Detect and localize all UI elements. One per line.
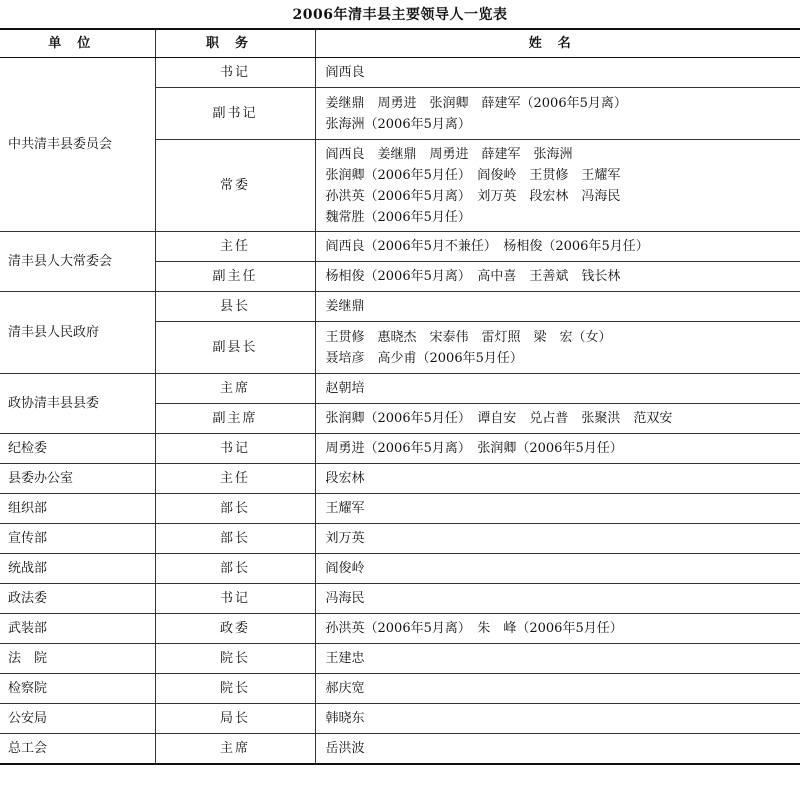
name-line: 张润卿（2006年5月任） 谭自安 兑占普 张聚洪 范双安 (325, 411, 673, 426)
name-line: 杨相俊（2006年5月离） 高中喜 王善斌 钱长林 (325, 269, 621, 284)
unit-cell: 清丰县人民政府 (0, 292, 155, 374)
name-line: 阎西良 姜继鼎 周勇进 薛建军 张海洲 (325, 146, 573, 162)
post-cell: 主席 (155, 374, 315, 404)
table-row (0, 292, 800, 322)
name-cell (315, 292, 800, 322)
table-row (0, 674, 800, 704)
name-line: 孙洪英（2006年5月离） 刘万英 段宏林 冯海民 (325, 188, 621, 204)
post-cell: 副县长 (155, 322, 315, 374)
unit-cell: 清丰县人大常委会 (0, 232, 155, 292)
post-cell: 副主席 (155, 404, 315, 434)
post-cell: 书记 (155, 434, 315, 464)
table-row (0, 464, 800, 494)
table-row (0, 734, 800, 765)
post-cell: 主任 (155, 232, 315, 262)
name-cell (315, 262, 800, 292)
table-row (0, 584, 800, 614)
post-cell: 部长 (155, 524, 315, 554)
name-line: 孙洪英（2006年5月离） 朱 峰（2006年5月任） (325, 621, 623, 636)
post-cell: 副主任 (155, 262, 315, 292)
name-cell (315, 644, 800, 674)
name-cell (315, 374, 800, 404)
header-post: 职务 (155, 29, 315, 58)
name-line: 阎西良 (325, 65, 365, 80)
post-cell: 主任 (155, 464, 315, 494)
unit-cell: 政法委 (0, 584, 155, 614)
table-row (0, 434, 800, 464)
name-cell (315, 140, 800, 232)
name-line: 段宏林 (325, 471, 365, 486)
name-cell (315, 464, 800, 494)
table-row (0, 494, 800, 524)
post-cell: 书记 (155, 58, 315, 88)
unit-cell: 总工会 (0, 734, 155, 765)
unit-cell: 政协清丰县县委 (0, 374, 155, 434)
post-cell: 局长 (155, 704, 315, 734)
table-header-row (0, 29, 800, 58)
table-row (0, 644, 800, 674)
page-title: 2006年清丰县主要领导人一览表 (292, 7, 508, 23)
name-cell (315, 734, 800, 765)
table-row (0, 704, 800, 734)
table-row (0, 374, 800, 404)
name-cell (315, 404, 800, 434)
unit-cell: 县委办公室 (0, 464, 155, 494)
name-cell (315, 434, 800, 464)
table-row (0, 524, 800, 554)
post-cell: 书记 (155, 584, 315, 614)
name-cell (315, 614, 800, 644)
unit-cell: 武装部 (0, 614, 155, 644)
name-line: 郝庆宽 (325, 681, 365, 696)
name-cell (315, 232, 800, 262)
post-cell: 常委 (155, 140, 315, 232)
name-cell (315, 674, 800, 704)
name-line: 姜继鼎 周勇进 张润卿 薛建军（2006年5月离） (325, 95, 627, 111)
name-cell (315, 88, 800, 140)
name-cell (315, 58, 800, 88)
name-line: 张润卿（2006年5月任） 阎俊岭 王贯修 王耀军 (325, 167, 621, 183)
name-line: 岳洪波 (325, 741, 365, 756)
post-cell: 部长 (155, 554, 315, 584)
table-row (0, 614, 800, 644)
name-cell (315, 584, 800, 614)
name-line: 刘万英 (325, 531, 365, 546)
name-line: 阎俊岭 (325, 561, 365, 576)
post-cell: 部长 (155, 494, 315, 524)
header-name: 姓名 (315, 29, 800, 58)
unit-cell: 检察院 (0, 674, 155, 704)
name-line: 冯海民 (325, 591, 365, 606)
name-cell (315, 494, 800, 524)
post-cell: 政委 (155, 614, 315, 644)
post-cell: 院长 (155, 674, 315, 704)
name-line: 聂培彦 高少甫（2006年5月任） (325, 350, 523, 366)
unit-cell: 中共清丰县委员会 (0, 58, 155, 232)
unit-cell: 宣传部 (0, 524, 155, 554)
unit-cell: 组织部 (0, 494, 155, 524)
unit-cell: 纪检委 (0, 434, 155, 464)
unit-cell: 法 院 (0, 644, 155, 674)
table-row (0, 232, 800, 262)
name-line: 赵朝培 (325, 381, 365, 396)
name-line: 王贯修 惠晓杰 宋泰伟 雷灯照 梁 宏（女） (325, 329, 612, 345)
name-line: 张海洲（2006年5月离） (325, 116, 471, 132)
name-cell (315, 704, 800, 734)
post-cell: 院长 (155, 644, 315, 674)
name-cell (315, 322, 800, 374)
name-cell (315, 554, 800, 584)
post-cell: 副书记 (155, 88, 315, 140)
post-cell: 主席 (155, 734, 315, 765)
name-line: 周勇进（2006年5月离） 张润卿（2006年5月任） (325, 441, 623, 456)
leaders-table (0, 28, 800, 765)
name-line: 魏常胜（2006年5月任） (325, 209, 471, 225)
unit-cell: 统战部 (0, 554, 155, 584)
name-line: 阎西良（2006年5月不兼任） 杨相俊（2006年5月任） (325, 239, 649, 254)
unit-cell: 公安局 (0, 704, 155, 734)
name-line: 王建忠 (325, 651, 365, 666)
table-row (0, 554, 800, 584)
table-row (0, 58, 800, 88)
name-line: 韩晓东 (325, 711, 365, 726)
name-line: 王耀军 (325, 501, 365, 516)
name-line: 姜继鼎 (325, 299, 365, 314)
header-unit: 单位 (0, 29, 155, 58)
name-cell (315, 524, 800, 554)
post-cell: 县长 (155, 292, 315, 322)
